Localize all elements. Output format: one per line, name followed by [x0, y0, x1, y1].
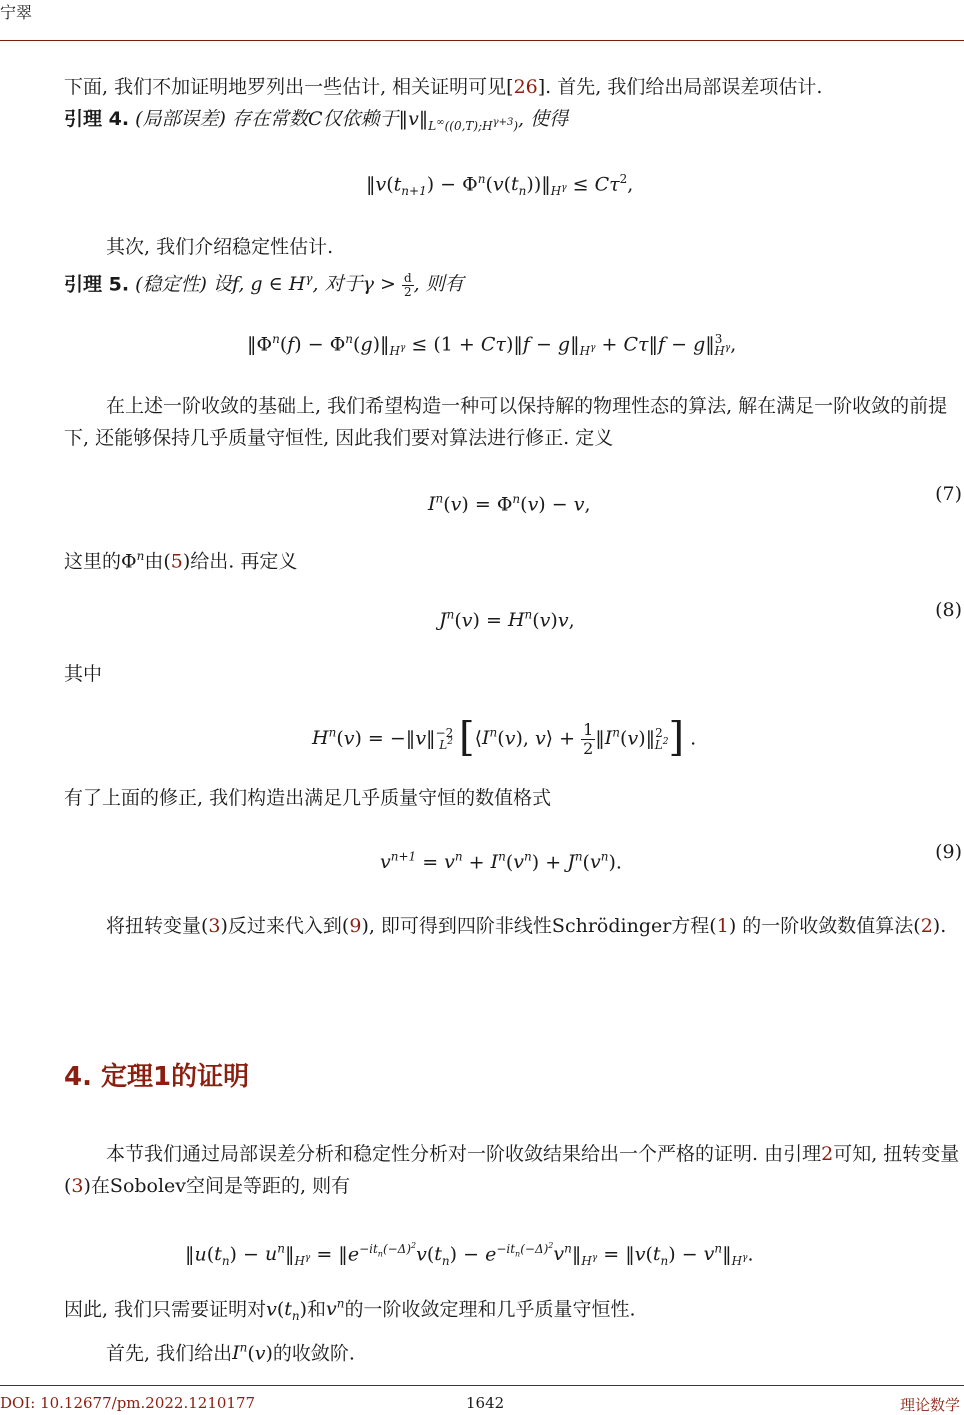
equation-ref-5[interactable]: 5 [170, 550, 183, 573]
paragraph-stability-intro: 其次, 我们介绍稳定性估计. [106, 236, 334, 258]
footer-doi-link[interactable]: DOI: 10.12677/pm.2022.1210177 [0, 1394, 256, 1412]
equation-7: $I^n(v) = \Phi^n(v) - v$, [428, 492, 591, 516]
equation-8: $J^n(v) = H^n(v)v$, [439, 608, 575, 632]
lemma-ref-2[interactable]: 2 [821, 1143, 834, 1165]
equation-ref-3b[interactable]: 3 [71, 1175, 84, 1197]
lemma-5-label: 引理 5. [64, 273, 130, 296]
equation-lemma-4: $‖v(t_{n+1})$ − $\Phi^n(v(t_n))‖_{H^\gamma} \le C\tau^2$, [366, 172, 634, 199]
paragraph-modification: 在上述一阶收敛的基础上, 我们希望构造一种可以保持解的物理性态的算法, 解在满足一阶收敛的前提下, 还能够保持几乎质量守恒性, 因此我们要对算法进行修正. 定义 [64, 395, 948, 449]
equation-ref-2[interactable]: 2 [920, 915, 933, 937]
equation-9-number: (9) [935, 841, 962, 863]
paragraph-intro-text: 下面, 我们不加证明地罗列出一些估计, 相关证明可见[26]. 首先, 我们给出局部误差项估计. [64, 76, 823, 98]
lemma-4 [64, 103, 568, 142]
equation-ref-9[interactable]: 9 [349, 915, 362, 937]
paragraph-section-intro: 本节我们通过局部误差分析和稳定性分析对一阶收敛结果给出一个严格的证明. 由引理2可知, 扭转变量(3)在Sobolev空间是等距的, 则有 [64, 1143, 960, 1197]
running-head: 宁翠 [0, 3, 33, 22]
lemma-4-label: 引理 4. [64, 108, 130, 130]
footer-journal-link[interactable]: 理论数学 [899, 1396, 960, 1414]
paragraph-where: 其中 [64, 663, 103, 685]
footer-page-number: 1642 [466, 1394, 505, 1412]
equation-lemma-5: $‖\Phi^n(f)$ − $\Phi^n(g)‖_{H^\gamma} \le (1$ + Cτ)‖f − $g‖_{H^\gamma}$ + Cτ‖f − g‖$^3_{H^\gamma}$, [247, 332, 737, 359]
paragraph-convergence-order: 首先, 我们给出$I^n(v)$的收敛阶. [106, 1341, 355, 1365]
equation-H: $H^n(v)$ = −‖v‖$^{-2}_{L^2}$ [$⟨I^n(v)$, v⟩ + $\frac{1}{2}$ $‖I^n(v)‖^2_{L^2}$] . [312, 714, 697, 761]
equation-ref-1[interactable]: 1 [716, 915, 729, 937]
header-rule [0, 40, 964, 41]
equation-7-number: (7) [935, 483, 962, 505]
paragraph-scheme-intro: 有了上面的修正, 我们构造出满足几乎质量守恒的数值格式 [64, 787, 552, 809]
paragraph-reduction: 因此, 我们只需要证明对$v(t_n)$和$v^n$的一阶收敛定理和几乎质量守恒性. [64, 1297, 636, 1324]
paragraph-phi-def: 这里的$\Phi^n$由(5)给出. 再定义 [64, 549, 298, 573]
equation-ref-3[interactable]: 3 [208, 915, 221, 937]
citation-26[interactable]: 26 [513, 76, 538, 98]
equation-8-number: (8) [935, 599, 962, 621]
lemma-5-title: (稳定性) [135, 273, 207, 296]
paragraph-intro [64, 71, 822, 103]
equation-9: $v^{n+1} = v^n + I^n(v^n) + J^n(v^n)$. [380, 850, 622, 874]
lemma-5-statement: 设f, g ∈ $H^\gamma$, 对于γ > $\frac{d}{2}$ , 则有 [212, 270, 464, 299]
lemma-4-statement: 存在常数C仅依赖于$‖v‖_{L^\infty((0,T);H^{\gamma+3})}$, 使得 [231, 108, 569, 133]
lemma-4-title: (局部误差) [135, 108, 226, 130]
equation-isometry: $‖u(t_n)$ − $u^n‖_{H^\gamma}$ = $‖e^{-it_n(-\Delta)^2}v(t_n)$ − $e^{-it_n(-\Delta)^2}v^n‖_{H^\gamma}$ = $‖v(t_n)$ − $v^n‖_{H^\gamma}$. [185, 1241, 754, 1269]
section-4-title: 4. 定理1的证明 [64, 1062, 250, 1092]
footer-rule [0, 1385, 964, 1386]
lemma-5 [64, 263, 464, 300]
paragraph-algorithm: 将扭转变量(3)反过来代入到(9), 即可得到四阶非线性Schrödinger方程(1) 的一阶收敛数值算法(2). [106, 915, 947, 937]
